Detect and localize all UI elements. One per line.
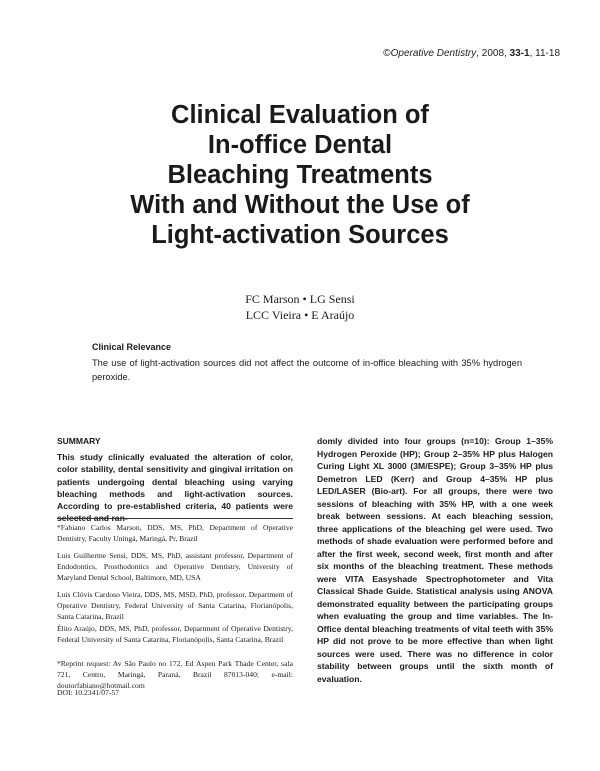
summary-text-left: This study clinically evaluated the alteration of color, color stability, dental sensitivity and gingival irritation on patients undergoing dental bleaching using varying bleaching methods and light-activation sources. According to pre-established criteria, 40 patients were selected and ran-	[57, 452, 293, 524]
title-line: Bleaching Treatments	[167, 161, 433, 189]
citation-year: , 2008,	[476, 48, 510, 59]
clinical-relevance-text: The use of light-activation sources did not affect the outcome of in-office bleaching with 35% hydrogen peroxide.	[92, 358, 522, 382]
affiliation-vieira: Luis Clóvis Cardoso Vieira, DDS, MS, MSD, PhD, professor, Department of Operative Dentistry, Federal University of Santa Catarina, Florianópolis, Santa Catarina, Brazil	[57, 590, 293, 621]
doi: DOI: 10.2341/07-57	[57, 688, 120, 697]
article-title	[0, 100, 600, 250]
journal-citation	[383, 48, 560, 59]
reprint-request: *Reprint request: Av São Paulo no 172, Ed Aspen Park Thade Center, sala 721, Centro, Maringá, Paraná, Brazil 87013-040; e-mail: doutorfabiano@hotmail.com	[57, 659, 293, 690]
authors-line-1: FC Marson • LG Sensi	[245, 292, 355, 306]
summary-heading: SUMMARY	[57, 436, 101, 446]
copyright-symbol: ©	[383, 48, 391, 59]
journal-name: Operative Dentistry	[390, 48, 477, 59]
affiliation-marson: *Fabiano Carlos Marson, DDS, MS, PhD, Department of Operative Dentistry, Faculty Uningá, Maringá, Pr, Brazil	[57, 523, 293, 543]
title-line: Clinical Evaluation of	[171, 101, 429, 129]
title-line: With and Without the Use of	[130, 191, 470, 219]
title-line: In-office Dental	[207, 131, 393, 159]
citation-pages: , 11-18	[529, 48, 560, 59]
author-list	[0, 292, 600, 323]
authors-line-2: LCC Vieira • E Araújo	[245, 307, 355, 322]
footnote-divider	[57, 518, 293, 519]
summary-text-right: domly divided into four groups (n=10): Group 1–35% Hydrogen Peroxide (HP); Group 2–35% HP plus Halogen Curing Light XL 3000 (3M/ESPE); Group 3–35% HP plus Demetron LED (Kerr) and Group 4–35% HP plus LED/LASER (Bio-art). For all groups, there were two sessions of bleaching with 35% HP, with a one week break between sessions. At each bleaching session, three applications of the bleaching gel were used. Two methods of shade evaluation were performed before and after the first week, second week, first month and after six months of the bleaching treatment. These methods were VITA Easyshade Spectrophotometer and Vita Classical Shade Guide. Statistical analysis using ANOVA demonstrated equality between the participating groups when evaluating the group and time variables. The In-Office dental bleaching treatments of vital teeth with 35% HP did not prove to be more effective than when light sources were used. There was no difference in color stability between groups until the sixth month of evaluation.	[317, 436, 553, 684]
clinical-relevance-heading: Clinical Relevance	[92, 342, 172, 352]
citation-volume: 33-1	[509, 48, 530, 59]
title-line: Light-activation Sources	[151, 221, 449, 249]
affiliation-sensi: Luis Guilherme Sensi, DDS, MS, PhD, assistant professor, Department of Endodontics, Prosthodontics and Operative Dentistry, University of Maryland Dental School, Baltimore, MD, USA	[57, 551, 293, 582]
affiliation-araujo: Élito Araújo, DDS, MS, PhD, professor, Department of Operative Dentistry, Federal University of Santa Catarina, Florianópolis, Santa Catarina, Brazil	[57, 624, 293, 644]
